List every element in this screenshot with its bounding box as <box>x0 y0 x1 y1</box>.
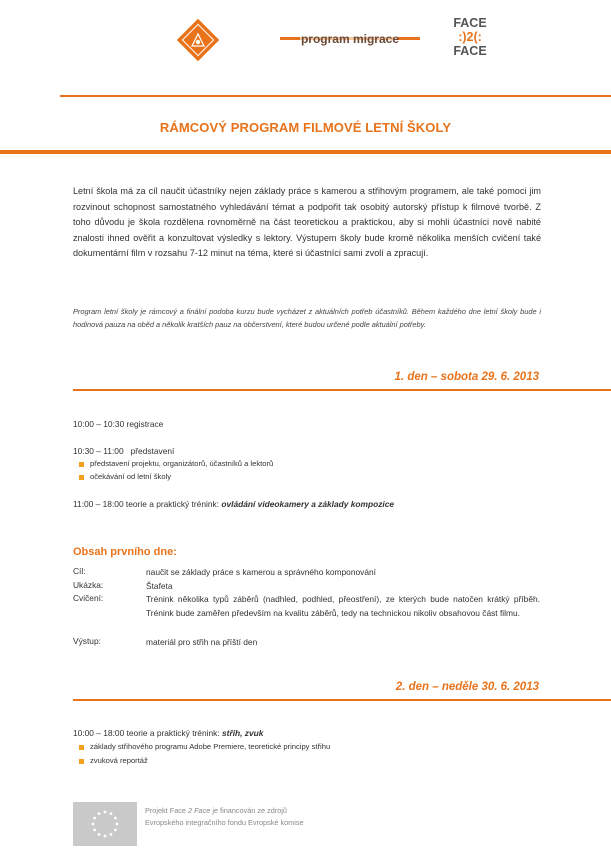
eu-flag-icon <box>73 802 137 846</box>
footer-line-2: Evropského integračního fondu Evropské komise <box>145 818 304 827</box>
header-divider <box>60 95 611 97</box>
day2-training-topic: střih, zvuk <box>222 728 264 738</box>
day1-registration: 10:00 – 10:30 registrace <box>73 419 164 429</box>
day2-bullet-2: zvuková reportáž <box>90 756 148 765</box>
day1-content-heading: Obsah prvního dne: <box>73 546 177 558</box>
goal-label: Cíl: <box>73 566 86 576</box>
day1-training-slot <box>73 499 394 509</box>
day1-divider <box>73 389 611 391</box>
day2-training-slot <box>73 728 263 738</box>
day1-heading: 1. den – sobota 29. 6. 2013 <box>394 371 539 383</box>
face-logo-top: FACE <box>453 16 487 30</box>
page-title: RÁMCOVÝ PROGRAM FILMOVÉ LETNÍ ŠKOLY <box>159 120 452 135</box>
day1-intro-slot <box>73 446 174 456</box>
program-migrace-text: program migrace <box>300 32 400 46</box>
program-migrace-logo <box>280 26 420 52</box>
footer-funded: je financován ze zdrojů <box>212 806 287 815</box>
face-logo-mid: :)2(: <box>458 30 482 44</box>
footer-funding-text <box>145 805 304 829</box>
day2-bullet-1: základy střihového programu Adobe Premiere, teoretické principy střihu <box>90 742 331 751</box>
day2-training-label: teorie a praktický trénink: <box>126 728 220 738</box>
footer-line-1 <box>145 805 304 817</box>
exercise-label: Cvičení: <box>73 593 104 603</box>
demo-value: Štafeta <box>146 581 173 591</box>
day2-training-time: 10:00 – 18:00 <box>73 728 125 738</box>
output-value: materiál pro střih na příští den <box>146 637 258 647</box>
title-divider <box>0 150 611 154</box>
footer-project-italic: 2 Face <box>188 806 211 815</box>
day2-heading: 2. den – neděle 30. 6. 2013 <box>395 681 539 693</box>
face-logo-bottom: FACE <box>453 44 487 58</box>
day1-bullet-1: představení projektu, organizátorů, účastníků a lektorů <box>90 459 274 468</box>
face-2-face-logo <box>450 16 490 58</box>
intro-paragraph: Letní škola má za cíl naučit účastníky nejen základy práce s kamerou a střihovým programem, ale také pomoci jim rozvinout schopnost samostatného vyhledávání témat a podpořit tak osobitý autorský přístup k filmové tvorbě. Z toho důvodu je škola rozdělena rovnoměrně na část teoretickou a praktickou, aby si mohli účastníci nově nabité znalosti ihned ověřit a konzultovat výsledky s lektory. Výstupem školy bude kromě několika menších cvičení také dokumentární film v rozsahu 7-12 minut na téma, které si účastníci sami zvolí a zpracují. <box>73 186 541 259</box>
program-note: Program letní školy je rámcový a finální podoba kurzu bude vycházet z aktuálních potřeb účastníků. Během každého dne letní školy bude i hodinová pauza na oběd a několik kratších pauz na občerstvení, které budou určené podle aktuální potřeby. <box>73 307 541 330</box>
day1-training-topic: ovládání videokamery a základy kompozice <box>221 499 395 509</box>
day1-intro-label: představení <box>130 446 175 456</box>
goal-value: naučit se základy práce s kamerou a správného komponování <box>146 567 376 577</box>
demo-label: Ukázka: <box>73 580 104 590</box>
exercise-value: Trénink několika typů záběrů (nadhled, podhled, přeostření), ze kterých bude natočen krátký příběh. Trénink bude zaměřen především na kvalitu záběrů, tedy na technickou nikoliv obsahovou část filmu. <box>146 594 540 618</box>
output-label: Výstup: <box>73 636 101 646</box>
day1-training-time: 11:00 – 18:00 teorie a praktický trénink: <box>73 499 220 509</box>
day1-intro-time: 10:30 – 11:00 <box>73 446 124 456</box>
people-in-need-logo <box>174 16 222 64</box>
day2-divider <box>73 699 611 701</box>
footer-project: Projekt Face <box>145 806 186 815</box>
day1-bullet-2: očekávání od letní školy <box>90 472 172 481</box>
